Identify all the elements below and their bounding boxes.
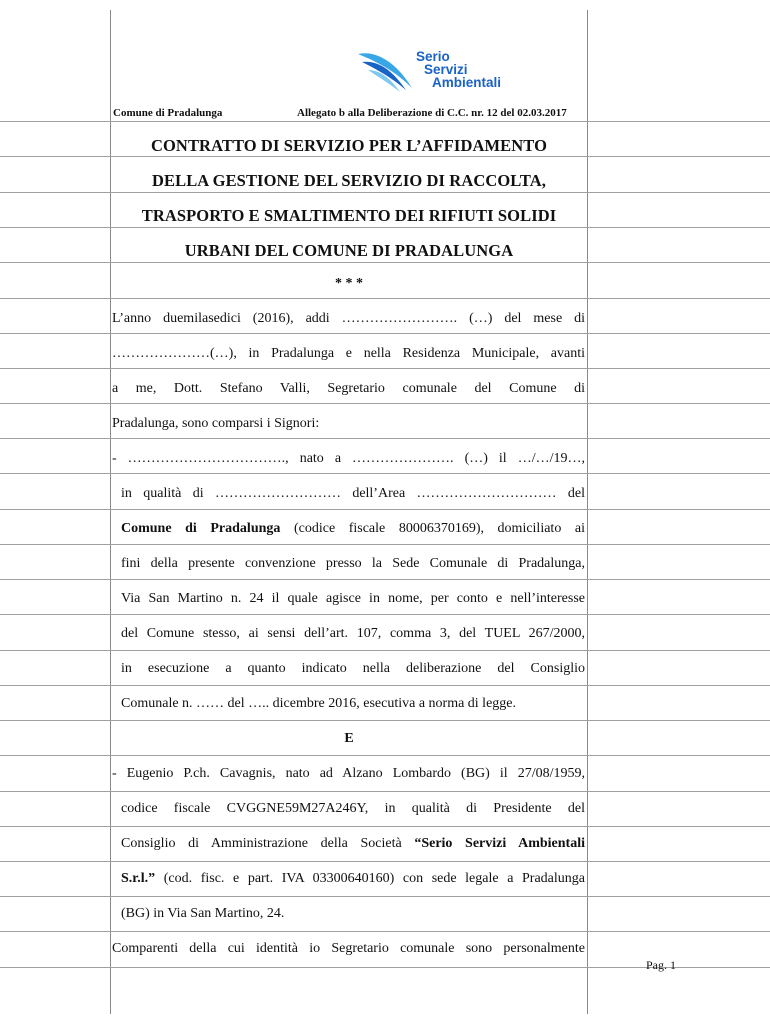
ruling-line [0, 473, 770, 474]
intro-line-1: L’anno duemilasedici (2016), addi ……………………. (…) del mese di [112, 311, 585, 326]
party2-company-name: “Serio Servizi Ambientali [414, 836, 585, 851]
party1-line-5: Via San Martino n. 24 il quale agisce in nome, per conto e nell’interesse [121, 591, 585, 606]
ruling-line [0, 368, 770, 369]
party1-municipality-name: Comune di Pradalunga [121, 521, 281, 536]
ruling-line [0, 262, 770, 263]
ruling-line [0, 720, 770, 721]
page-number: Pag. 1 [646, 958, 676, 972]
party1-line-6: del Comune stesso, ai sensi dell’art. 107, comma 3, del TUEL 267/2000, [121, 626, 585, 641]
conjunction: E [344, 731, 354, 746]
party1-line-3-rest: (codice fiscale 80006370169), domiciliato ai [280, 521, 585, 536]
title-line-3: TRASPORTO E SMALTIMENTO DEI RIFIUTI SOLIDI [141, 206, 557, 225]
party2-line-4 [121, 871, 585, 887]
ruling-line [0, 403, 770, 404]
ruling-line [0, 755, 770, 756]
party2-line-3 [121, 836, 585, 852]
intro-line-4: Pradalunga, sono comparsi i Signori: [112, 416, 320, 431]
party1-line-8: Comunale n. …… del ….. dicembre 2016, esecutiva a norma di legge. [121, 696, 517, 711]
party2-company-suffix: S.r.l.” [121, 871, 156, 886]
ruling-line [0, 121, 770, 122]
ruling-line [0, 438, 770, 439]
logo-line-3: Ambientali [432, 75, 502, 90]
separator: * * * [335, 276, 363, 291]
ruling-line [0, 685, 770, 686]
party2-line-4-rest: (cod. fisc. e part. IVA 03300640160) con sede legale a Pradalunga [155, 871, 585, 886]
right-margin-line [587, 10, 588, 1014]
ruling-line [0, 826, 770, 827]
ruling-line [0, 156, 770, 157]
title-line-1: CONTRATTO DI SERVIZIO PER L’AFFIDAMENTO [150, 136, 548, 155]
ruling-line [0, 791, 770, 792]
party1-line-1: - ……………………………., nato a …………………. (…) il …/…/19…, [112, 451, 585, 466]
ruling-line [0, 333, 770, 334]
intro-line-2: …………………(…), in Pradalunga e nella Residenza Municipale, avanti [112, 346, 585, 361]
party1-line-2: in qualità di ……………………… dell’Area ………………………… del [121, 486, 585, 501]
ruling-line [0, 298, 770, 299]
closing-line: Comparenti della cui identità io Segretario comunale sono personalmente [112, 941, 585, 956]
ruling-line [0, 579, 770, 580]
company-logo [356, 48, 502, 98]
title-line-2: DELLA GESTIONE DEL SERVIZIO DI RACCOLTA, [151, 171, 547, 190]
ruling-line [0, 896, 770, 897]
party2-line-3-pre: Consiglio di Amministrazione della Società [121, 836, 415, 851]
ruling-line [0, 509, 770, 510]
intro-line-3: a me, Dott. Stefano Valli, Segretario comunale del Comune di [112, 381, 585, 396]
party1-line-7: in esecuzione a quanto indicato nella deliberazione del Consiglio [121, 661, 585, 676]
party1-line-3 [121, 521, 585, 537]
ruling-line [0, 614, 770, 615]
ruling-line [0, 650, 770, 651]
left-margin-line [110, 10, 111, 1014]
header-municipality: Comune di Pradalunga [113, 107, 223, 119]
ruling-line [0, 931, 770, 932]
party2-line-2: codice fiscale CVGGNE59M27A246Y, in qualità di Presidente del [121, 801, 585, 816]
ruling-line [0, 544, 770, 545]
logo-text [416, 50, 501, 89]
ruling-line [0, 227, 770, 228]
header-attachment-ref: Allegato b alla Deliberazione di C.C. nr. 12 del 02.03.2017 [297, 107, 567, 119]
ruling-line [0, 861, 770, 862]
party2-line-1: - Eugenio P.ch. Cavagnis, nato ad Alzano Lombardo (BG) il 27/08/1959, [112, 766, 585, 781]
logo-line-1: Serio [416, 49, 450, 64]
party2-line-5: (BG) in Via San Martino, 24. [121, 906, 285, 921]
party1-line-4: fini della presente convenzione presso la Sede Comunale di Pradalunga, [121, 556, 585, 571]
ruling-line [0, 192, 770, 193]
title-line-4: URBANI DEL COMUNE DI PRADALUNGA [184, 241, 514, 260]
logo-line-2: Servizi [424, 62, 468, 77]
